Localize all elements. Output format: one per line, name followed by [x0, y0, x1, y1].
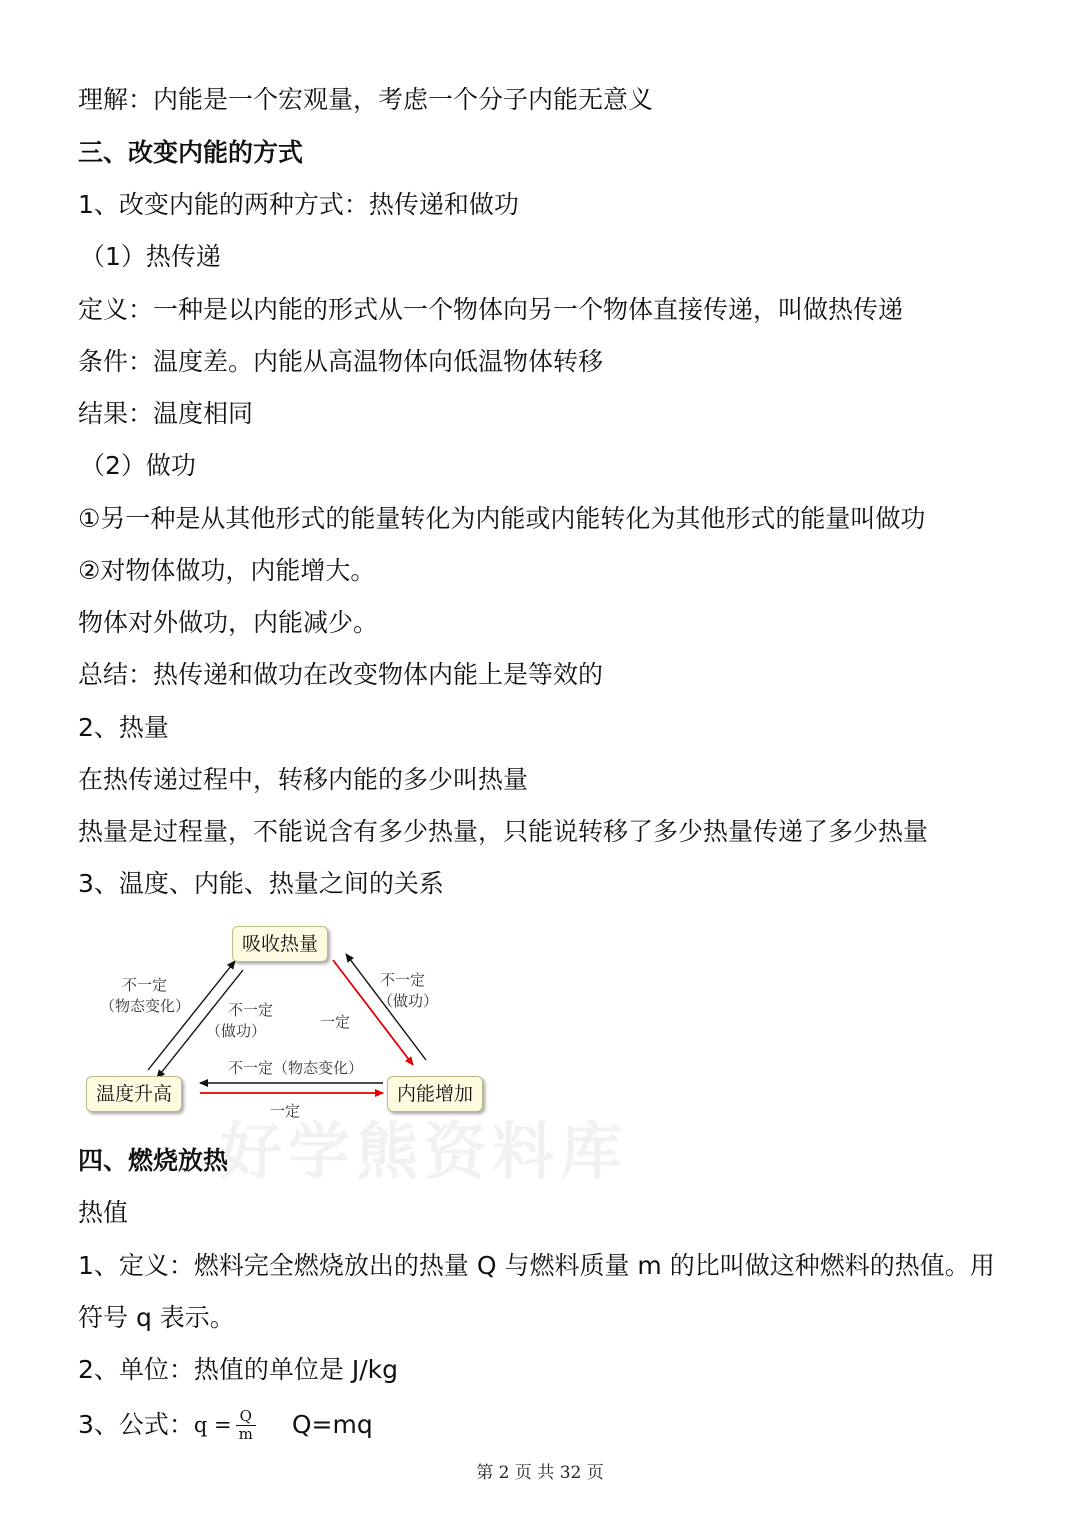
subheading-heat-transfer: （1）热传递: [80, 242, 221, 271]
formula-prefix: 3、公式：: [78, 1410, 194, 1439]
text-line-object-does-work: 物体对外做功，内能减少。: [78, 608, 379, 637]
node-absorb-heat: 吸收热量: [232, 926, 328, 962]
label-left-inner-1: 不一定: [228, 1001, 274, 1019]
text-line-understanding: 理解：内能是一个宏观量，考虑一个分子内能无意义: [78, 85, 654, 114]
section-heading-3: 三、改变内能的方式: [78, 138, 304, 167]
text-line-heat-value-def-1: 1、定义：燃料完全燃烧放出的热量 Q 与燃料质量 m 的比叫做这种燃料的热值。用: [78, 1251, 995, 1280]
text-line-heat-value-def-2: 符号 q 表示。: [78, 1303, 235, 1332]
text-line-summary: 总结：热传递和做功在改变物体内能上是等效的: [78, 660, 604, 689]
watermark: 好学熊资料库: [220, 1115, 629, 1188]
label-left-outer-1: 不一定: [122, 976, 168, 994]
label-left-inner-2: （做功）: [206, 1022, 267, 1040]
formula-fraction: [236, 1408, 256, 1443]
text-line-work-definition: ①另一种是从其他形式的能量转化为内能或内能转化为其他形式的能量叫做功: [78, 504, 926, 533]
text-line-work-on-object: ②对物体做功，内能增大。: [78, 556, 376, 585]
node-internal-energy-increase: 内能增加: [387, 1076, 483, 1112]
formula-lhs: q =: [193, 1413, 232, 1437]
text-line-condition: 条件：温度差。内能从高温物体向低温物体转移: [78, 347, 604, 376]
label-left-outer-2: （物态变化）: [100, 997, 191, 1015]
subheading-heat-value: 热值: [78, 1198, 129, 1227]
text-line-heat-title: 2、热量: [78, 713, 169, 742]
formula-alt: Q=mq: [291, 1410, 373, 1439]
text-line-heat-definition: 在热传递过程中，转移内能的多少叫热量: [78, 765, 529, 794]
formula-numerator: Q: [236, 1408, 256, 1426]
relation-diagram: [80, 918, 520, 1128]
page-footer: 第 2 页 共 32 页: [476, 1463, 604, 1483]
formula-denominator: m: [238, 1424, 253, 1443]
label-right-outer-1: 不一定: [380, 971, 426, 989]
node-temperature-rise: 温度升高: [86, 1076, 182, 1112]
label-bottom-upper: 不一定（物态变化）: [228, 1059, 364, 1077]
text-line-relation-title: 3、温度、内能、热量之间的关系: [78, 869, 444, 898]
subheading-work: （2）做功: [80, 451, 196, 480]
text-line-two-ways: 1、改变内能的两种方式：热传递和做功: [78, 190, 519, 219]
text-line-result: 结果：温度相同: [78, 399, 254, 428]
formula-line: [78, 1402, 373, 1446]
text-line-unit: 2、单位：热值的单位是 J/kg: [78, 1355, 398, 1384]
label-right-outer-2: （做功）: [378, 992, 439, 1010]
label-right-inner: 一定: [320, 1013, 351, 1031]
text-line-heat-process: 热量是过程量，不能说含有多少热量，只能说转移了多少热量传递了多少热量: [78, 817, 929, 846]
section-heading-4: 四、燃烧放热: [78, 1146, 229, 1175]
text-line-definition: 定义：一种是以内能的形式从一个物体向另一个物体直接传递，叫做热传递: [78, 295, 904, 324]
label-bottom-lower: 一定: [270, 1102, 301, 1120]
